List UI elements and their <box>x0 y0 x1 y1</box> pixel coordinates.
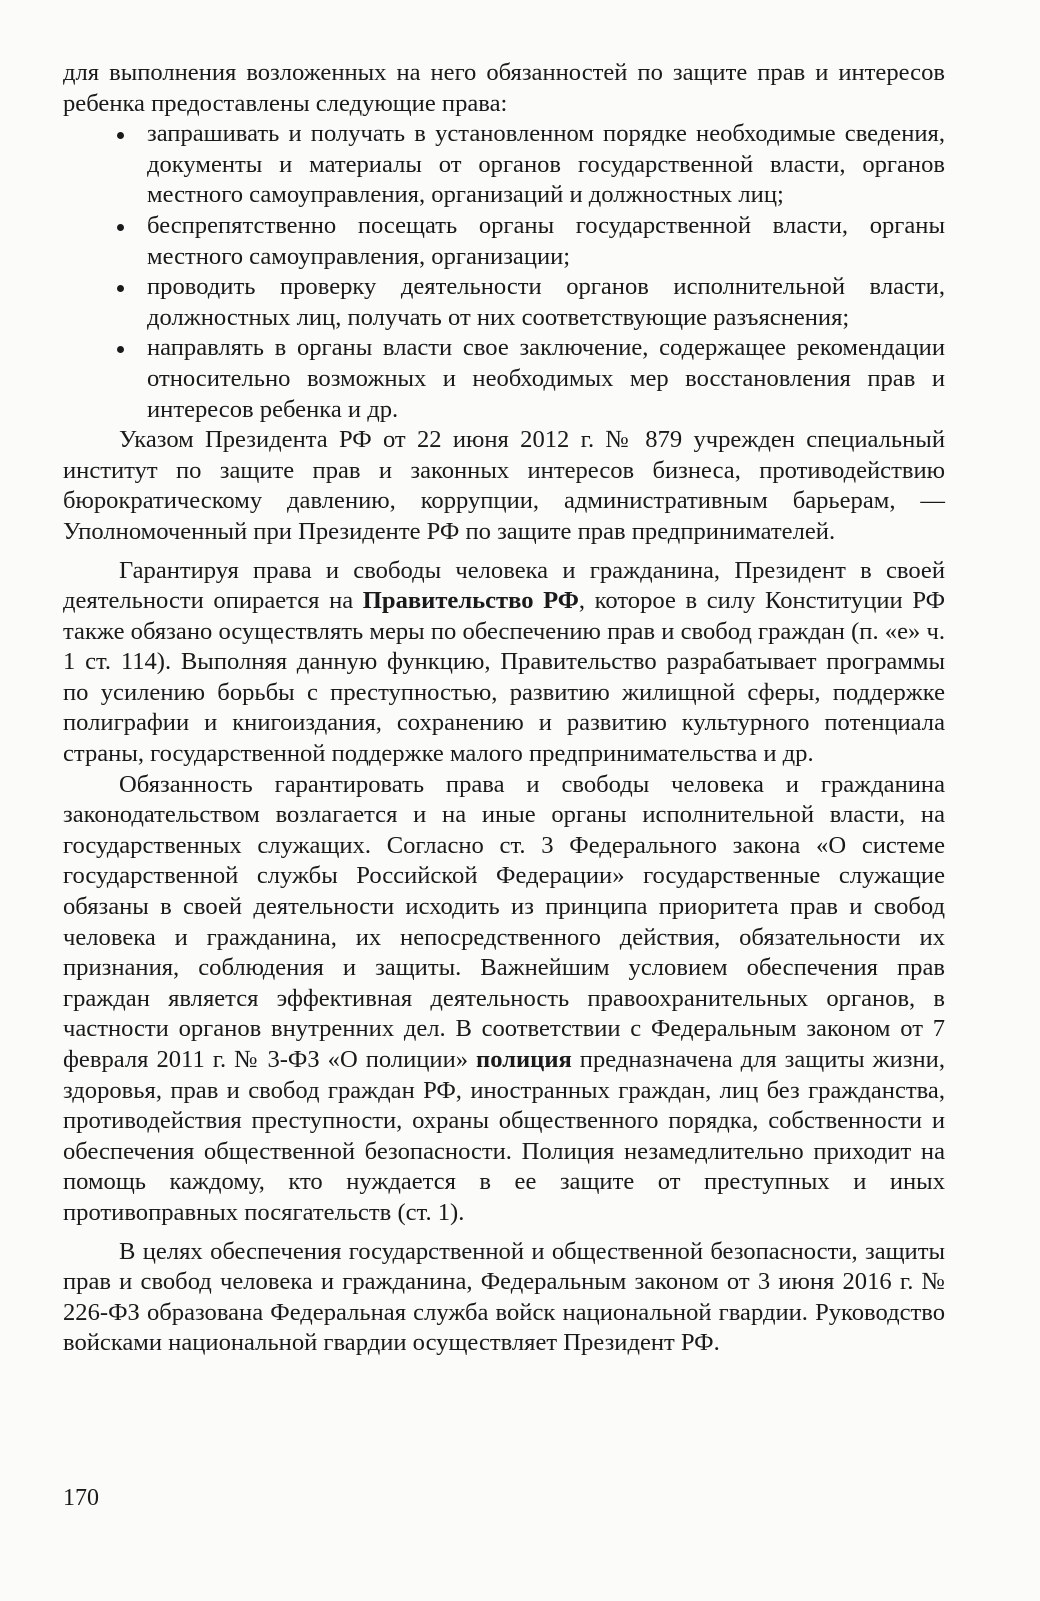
list-item <box>147 333 945 425</box>
list-item-text: запрашивать и получать в установленном порядке необходимые сведения, документы и материалы от органов государственной власти, органов местного самоуправления, организаций и должностных лиц; <box>147 120 945 209</box>
duty-paragraph <box>63 770 945 1229</box>
intro-paragraph: для выполнения возложенных на него обязанностей по защите прав и интересов ребенка предоставлены следующие права: <box>63 59 945 117</box>
page-body <box>63 58 945 1359</box>
bold-term: полиция <box>476 1046 572 1073</box>
page-number: 170 <box>63 1485 99 1511</box>
bullet-icon <box>117 346 124 353</box>
national-guard-paragraph: В целях обеспечения государственной и общественной безопасности, защиты прав и свобод человека и гражданина, Федеральным законом от 3 июня 2016 г. № 226-ФЗ образована Федеральная служба войск национальной гвардии. Руководство войсками национальной гвардии осуществляет Президент РФ. <box>63 1237 945 1357</box>
rights-list <box>63 119 945 425</box>
list-item <box>147 211 945 272</box>
paragraph-text: Обязанность гарантировать права и свободы человека и гражданина законодательством возлагается и на иные органы исполнительной власти, на государственных служащих. Согласно ст. 3 Федерального закона «О системе государственной службы Российской Федерации» государственные служащие обязаны в своей деятельности исходить из принципа приоритета прав и свобод человека и гражданина, их непосредственного действия, обязательности их признания, соблюдения и защиты. Важнейшим условием обеспечения прав граждан является эффективная деятельность правоохранительных органов, в частности органов внутренних дел. В соответствии с Федеральным законом от 7 февраля 2011 г. № 3-ФЗ «О полиции» <box>63 770 945 1073</box>
paragraph-text: , которое в силу Конституции РФ также обязано осуществлять меры по обеспечению прав и свобод граждан (п. «е» ч. 1 ст. 114). Выполняя данную функцию, Правительство разрабатывает программы по усилению борьбы с преступностью, развитию жилищной сферы, поддержке полиграфии и книгоиздания, сохранению и развитию культурного потенциала страны, государственной поддержке малого предпринимательства и др. <box>63 587 946 768</box>
bullet-icon <box>117 224 124 231</box>
list-item <box>147 272 945 333</box>
government-paragraph <box>63 556 945 770</box>
bold-term: Правительство РФ <box>362 587 579 615</box>
list-item <box>147 119 945 211</box>
list-item-text: направлять в органы власти свое заключение, содержащее рекомендации относительно возможных и необходимых мер восстановления прав и интересов ребенка и др. <box>147 334 945 423</box>
bullet-icon <box>117 132 124 139</box>
paragraph-text: Гарантируя права и свободы человека и гражданина, Президент в своей деятельности опирается на <box>63 556 945 615</box>
paragraph-text: предназначена для защиты жизни, здоровья, прав и свобод граждан РФ, иностранных граждан, лиц без гражданства, противодействия преступности, охраны общественного порядка, собственности и обеспечения общественной безопасности. Полиция незамедлительно приходит на помощь каждому, кто нуждается в ее защите от преступных и иных противоправных посягательств (ст. 1). <box>63 1046 945 1226</box>
decree-paragraph: Указом Президента РФ от 22 июня 2012 г. № 879 учрежден специальный институт по защите прав и законных интересов бизнеса, противодействию бюрократическому давлению, коррупции, административным барьерам, — Уполномоченный при Президенте РФ по защите прав предпринимателей. <box>63 426 945 545</box>
list-item-text: беспрепятственно посещать органы государственной власти, органы местного самоуправления, организации; <box>147 211 945 270</box>
list-item-text: проводить проверку деятельности органов исполнительной власти, должностных лиц, получать от них соответствующие разъяснения; <box>147 273 945 331</box>
bullet-icon <box>117 285 124 292</box>
